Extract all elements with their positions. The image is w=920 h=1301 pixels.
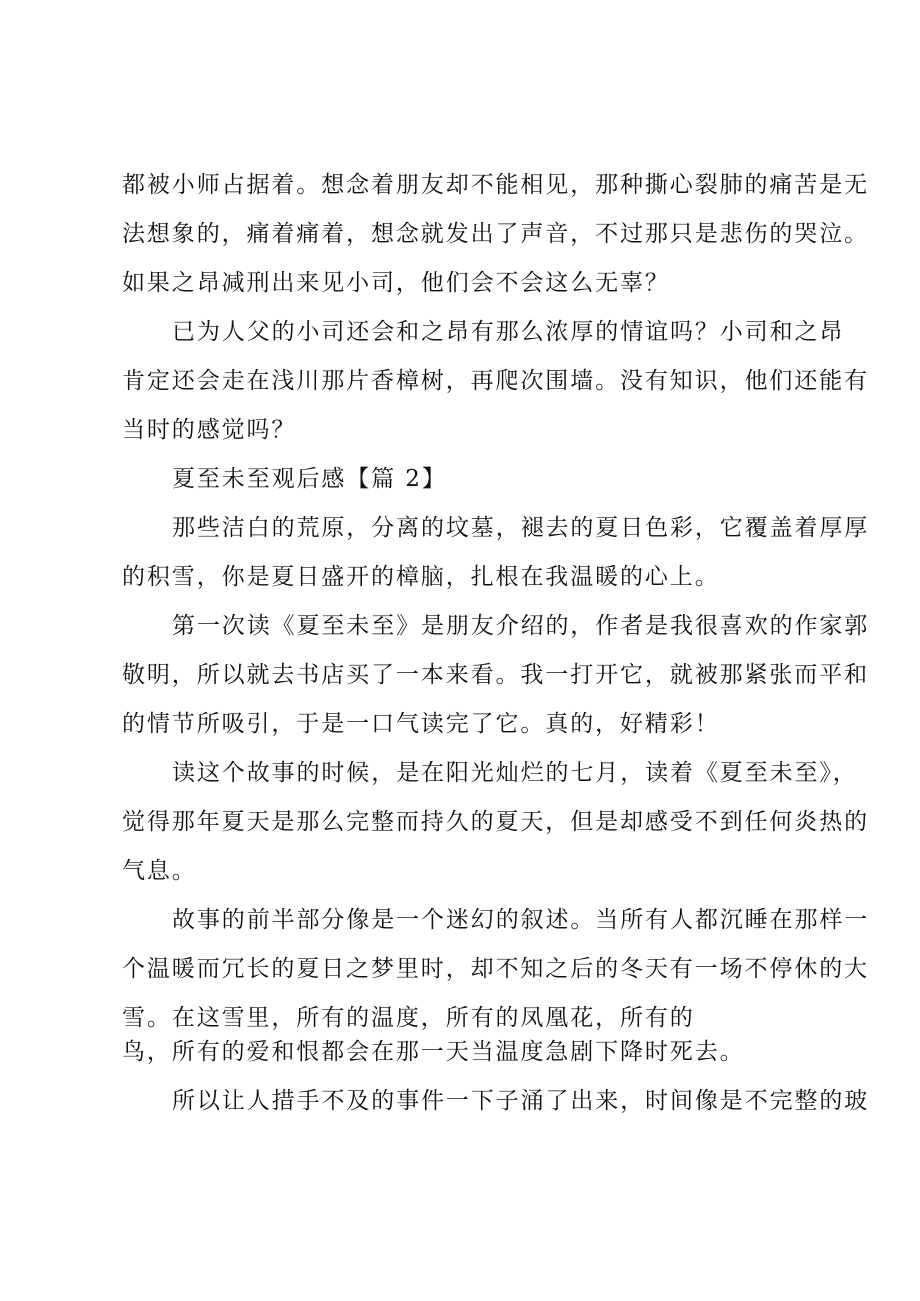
text-line: 如果之昂减刑出来见小司，他们会不会这么无辜？ [122, 270, 670, 296]
section-heading: 夏至未至观后感【篇 2】 [172, 466, 447, 492]
text-line: 都被小师占据着。想念着朋友却不能相见，那种撕心裂肺的痛苦是无 [122, 172, 869, 198]
paragraph-first-line: 所以让人措手不及的事件一下子涌了出来，时间像是不完整的玻 [172, 1088, 870, 1114]
text-line: 肯定还会走在浅川那片香樟树，再爬次围墙。没有知识，他们还能有 [122, 368, 869, 394]
text-line: 气息。 [122, 858, 197, 884]
paragraph-first-line: 已为人父的小司还会和之昂有那么浓厚的情谊吗？小司和之昂 [172, 319, 845, 345]
paragraph-first-line: 那些洁白的荒原，分离的坟墓，褪去的夏日色彩，它覆盖着厚厚 [172, 515, 870, 541]
text-line: 觉得那年夏天是那么完整而持久的夏天，但是却感受不到任何炎热的 [122, 809, 869, 835]
text-line: 的积雪，你是夏日盛开的樟脑，扎根在我温暖的心上。 [122, 564, 720, 590]
paragraph-first-line: 读这个故事的时候，是在阳光灿烂的七月，读着《夏至未至》， [172, 760, 858, 786]
paragraph-first-line: 故事的前半部分像是一个迷幻的叙述。当所有人都沉睡在那样一 [172, 907, 870, 933]
text-line: 个温暖而冗长的夏日之梦里时，却不知之后的冬天有一场不停休的大 [122, 956, 869, 982]
text-line: 鸟，所有的爱和恨都会在那一天当温度急剧下降时死去。 [122, 1039, 745, 1065]
text-line: 的情节所吸引，于是一口气读完了它。真的，好精彩！ [122, 711, 720, 737]
text-line: 雪。在这雪里，所有的温度，所有的凤凰花，所有的 [122, 1005, 695, 1031]
text-line: 当时的感觉吗？ [122, 417, 297, 443]
text-line: 敬明，所以就去书店买了一本来看。我一打开它，就被那紧张而平和 [122, 662, 869, 688]
paragraph-first-line: 第一次读《夏至未至》是朋友介绍的，作者是我很喜欢的作家郭 [172, 613, 870, 639]
text-line: 法想象的，痛着痛着，想念就发出了声音，不过那只是悲伤的哭泣。 [122, 221, 869, 247]
